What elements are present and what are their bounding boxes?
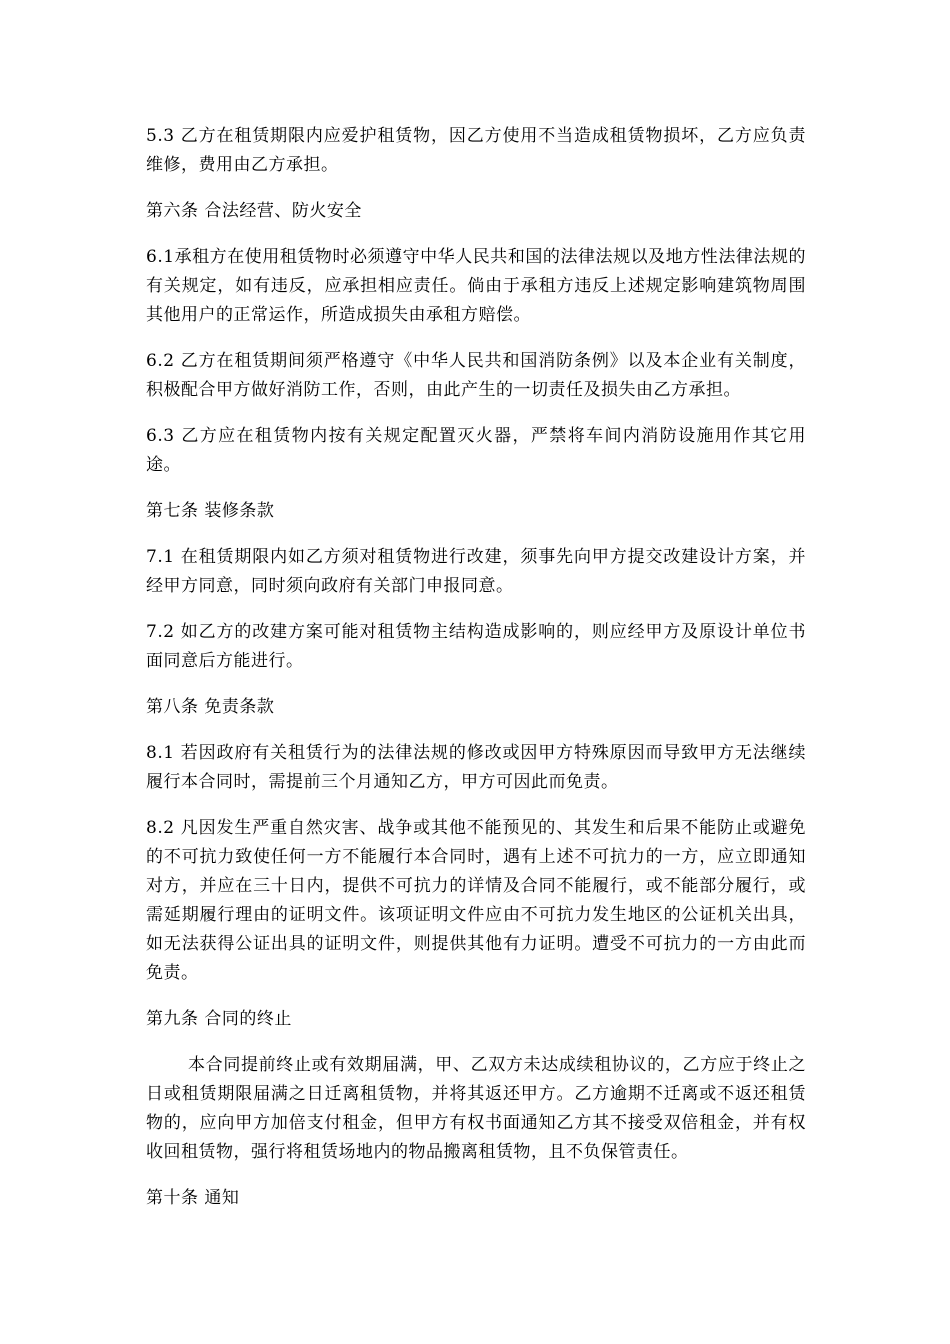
- article-9-heading: 第九条 合同的终止: [146, 1009, 292, 1029]
- article-8-heading: 第八条 免责条款: [146, 697, 275, 717]
- clause-6-3: 6.3 乙方应在租赁物内按有关规定配置灭火器，严禁将车间内消防设施用作其它用途。: [146, 426, 806, 475]
- clause-6-2: 6.2 乙方在租赁期间须严格遵守《中华人民共和国消防条例》以及本企业有关制度，积极配合甲方做好消防工作，否则，由此产生的一切责任及损失由乙方承担。: [146, 351, 806, 400]
- article-9-body: 本合同提前终止或有效期届满，甲、乙双方未达成续租协议的，乙方应于终止之日或租赁期限届满之日迁离租赁物，并将其返还甲方。乙方逾期不迁离或不返还租赁物的，应向甲方加倍支付租金，但甲方有权书面通知乙方其不接受双倍租金，并有权收回租赁物，强行将租赁场地内的物品搬离租赁物，且不负保管责任。: [146, 1055, 806, 1162]
- clause-8-1: 8.1 若因政府有关租赁行为的法律法规的修改或因甲方特殊原因而导致甲方无法继续履行本合同时，需提前三个月通知乙方，甲方可因此而免责。: [146, 743, 806, 792]
- article-7-heading: 第七条 装修条款: [146, 501, 275, 521]
- clause-7-1: 7.1 在租赁期限内如乙方须对租赁物进行改建，须事先向甲方提交改建设计方案，并经甲方同意，同时须向政府有关部门申报同意。: [146, 547, 806, 596]
- article-6-heading: 第六条 合法经营、防火安全: [146, 201, 362, 221]
- clause-8-2: 8.2 凡因发生严重自然灾害、战争或其他不能预见的、其发生和后果不能防止或避免的不可抗力致使任何一方不能履行本合同时，遇有上述不可抗力的一方，应立即通知对方，并应在三十日内，提供不可抗力的详情及合同不能履行，或不能部分履行，或需延期履行理由的证明文件。该项证明文件应由不可抗力发生地区的公证机关出具，如无法获得公证出具的证明文件，则提供其他有力证明。遭受不可抗力的一方由此而免责。: [146, 818, 806, 983]
- document-page: [146, 122, 806, 1230]
- clause-7-2: 7.2 如乙方的改建方案可能对租赁物主结构造成影响的，则应经甲方及原设计单位书面同意后方能进行。: [146, 622, 806, 671]
- clause-5-3: 5.3 乙方在租赁期限内应爱护租赁物，因乙方使用不当造成租赁物损坏，乙方应负责维修，费用由乙方承担。: [146, 126, 806, 175]
- clause-6-1: 6.1承租方在使用租赁物时必须遵守中华人民共和国的法律法规以及地方性法律法规的有关规定，如有违反，应承担相应责任。倘由于承租方违反上述规定影响建筑物周围其他用户的正常运作，所造成损失由承租方赔偿。: [146, 247, 806, 325]
- article-10-heading: 第十条 通知: [146, 1188, 240, 1208]
